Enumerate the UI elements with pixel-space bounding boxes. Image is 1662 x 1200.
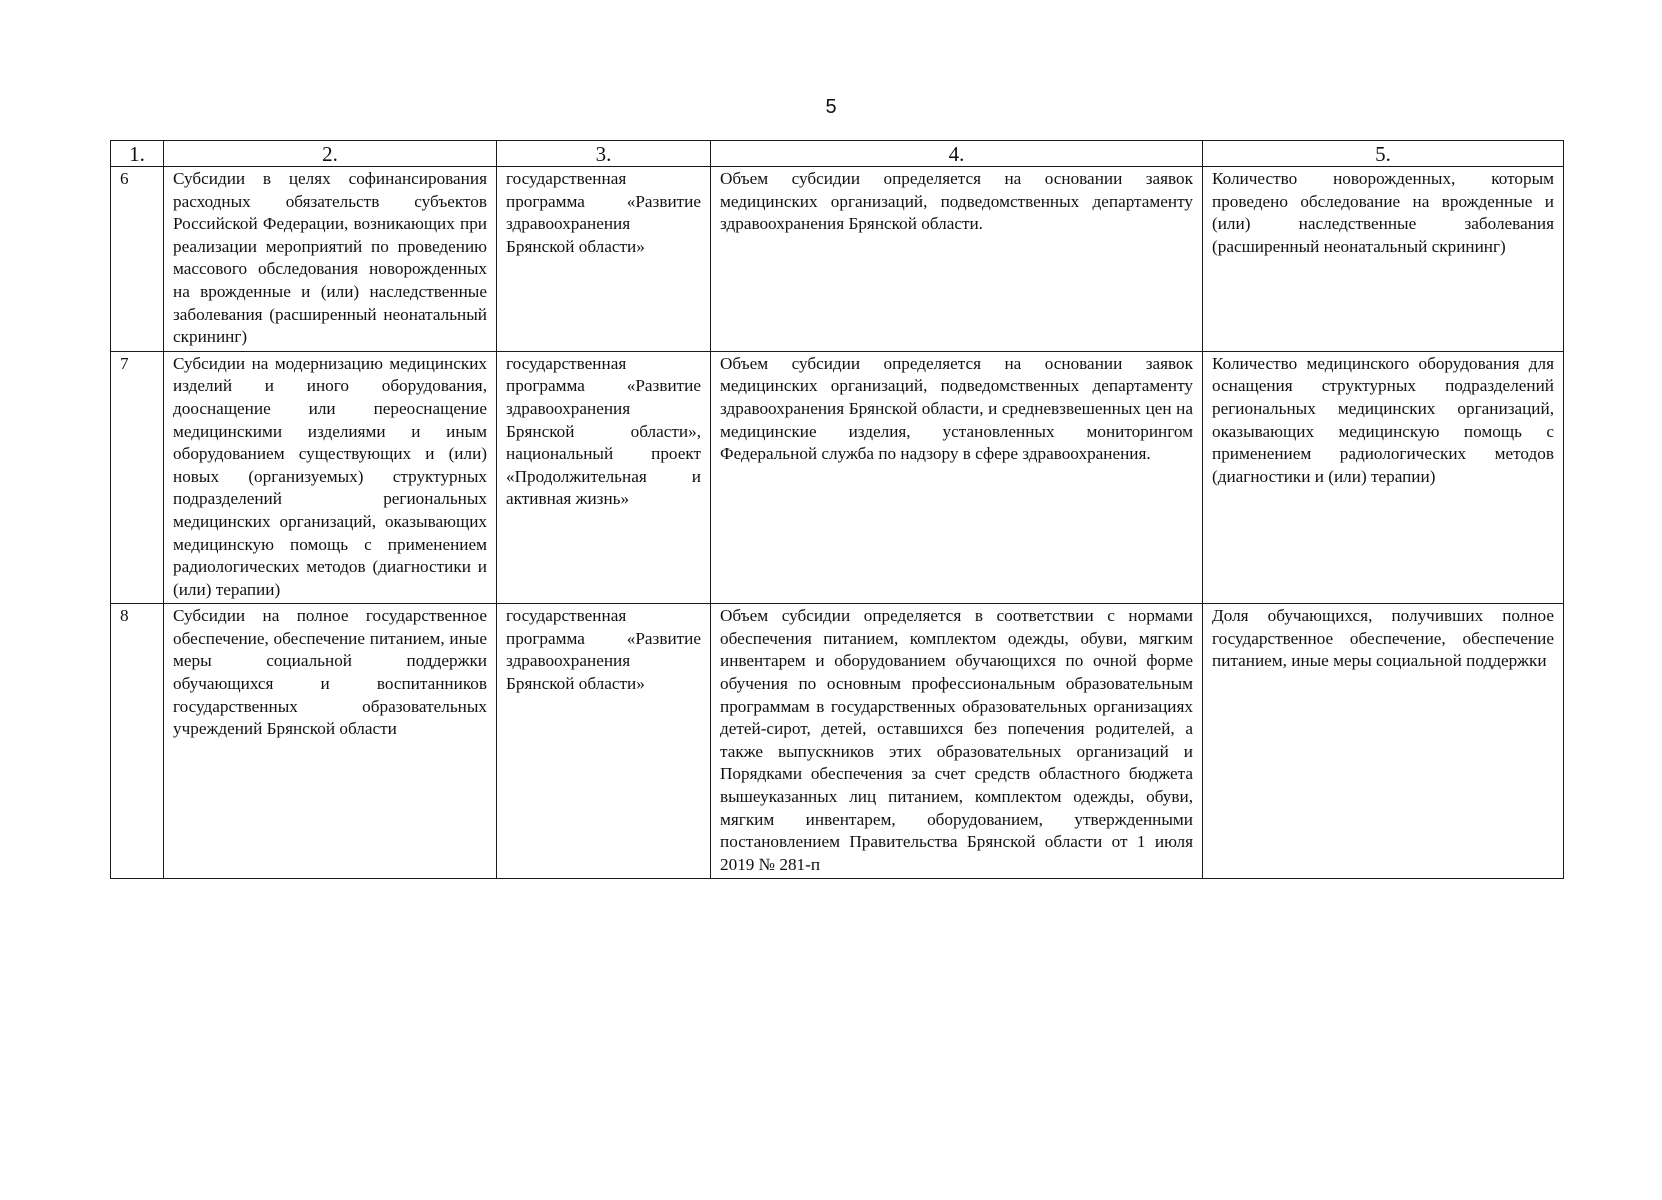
state-program: государственная программа «Развитие здравоохранения Брянской области» (497, 167, 711, 352)
subsidy-volume: Объем субсидии определяется на основании заявок медицинских организаций, подведомственных департаменту здравоохранения Брянской области, и средневзвешенных цен на медицинские изделия, установленных мониторингом Федеральной служба по надзору в сфере здравоохранения. (711, 351, 1203, 604)
subsidy-name: Субсидии в целях софинансирования расходных обязательств субъектов Российской Федерации, возникающих при реализации мероприятий по проведению массового обследования новорожденных на врожденные и (или) наследственные заболевания (расширенный неонатальный скрининг) (164, 167, 497, 352)
column-header-1: 1. (111, 141, 164, 167)
column-header-2: 2. (164, 141, 497, 167)
subsidy-volume: Объем субсидии определяется на основании заявок медицинских организаций, подведомственных департаменту здравоохранения Брянской области. (711, 167, 1203, 352)
subsidy-name: Субсидии на полное государственное обеспечение, обеспечение питанием, иные меры социальной поддержки обучающихся и воспитанников государственных образовательных учреждений Брянской области (164, 604, 497, 879)
subsidy-volume: Объем субсидии определяется в соответствии с нормами обеспечения питанием, комплектом одежды, обуви, мягким инвентарем и оборудованием обучающихся по очной форме обучения по основным профессиональным образовательным программам в государственных образовательных организациях детей-сирот, детей, оставшихся без попечения родителей, а также выпускников этих образовательных организаций и Порядками обеспечения за счет средств областного бюджета вышеуказанных лиц питанием, комплектом одежды, обуви, мягким инвентарем, оборудованием, утвержденными постановлением Правительства Брянской области от 1 июля 2019 № 281-п (711, 604, 1203, 879)
result-indicator: Доля обучающихся, получивших полное государственное обеспечение, обеспечение питанием, иные меры социальной поддержки (1203, 604, 1564, 879)
result-indicator: Количество медицинского оборудования для оснащения структурных подразделений региональных медицинских организаций, оказывающих медицинскую помощь с применением радиологических методов (диагностики и (или) терапии) (1203, 351, 1564, 604)
row-number: 6 (111, 167, 164, 352)
page-number: 5 (825, 96, 837, 118)
subsidies-table (110, 140, 1564, 879)
column-header-4: 4. (711, 141, 1203, 167)
result-indicator: Количество новорожденных, которым проведено обследование на врожденные и (или) наследственные заболевания (расширенный неонатальный скрининг) (1203, 167, 1564, 352)
column-header-3: 3. (497, 141, 711, 167)
column-header-5: 5. (1203, 141, 1564, 167)
subsidy-name: Субсидии на модернизацию медицинских изделий и иного оборудования, дооснащение или переоснащение медицинскими изделиями и иным оборудованием существующих и (или) новых (организуемых) структурных подразделений региональных медицинских организаций, оказывающих медицинскую помощь с применением радиологических методов (диагностики и (или) терапии) (164, 351, 497, 604)
table-row (111, 351, 1564, 604)
table-row (111, 167, 1564, 352)
state-program: государственная программа «Развитие здравоохранения Брянской области» (497, 604, 711, 879)
table-header-row (111, 141, 1564, 167)
row-number: 8 (111, 604, 164, 879)
state-program: государственная программа «Развитие здравоохранения Брянской области», национальный проект «Продолжительная и активная жизнь» (497, 351, 711, 604)
row-number: 7 (111, 351, 164, 604)
table-row (111, 604, 1564, 879)
